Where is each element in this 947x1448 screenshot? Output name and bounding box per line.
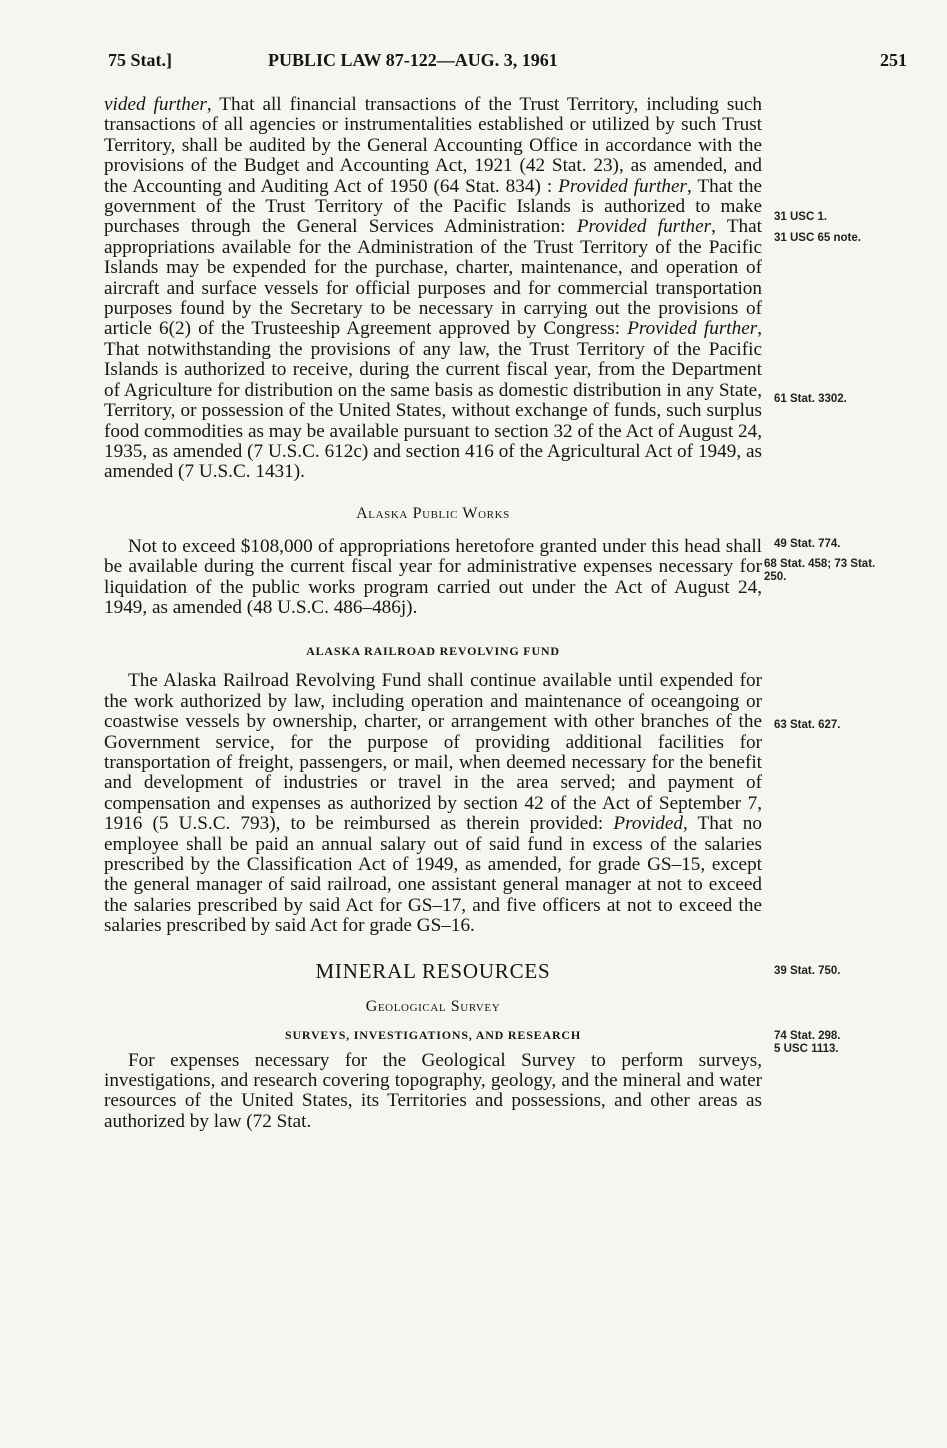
- paragraph-alaska-railroad: [104, 671, 762, 936]
- heading-geological-survey: Geological Survey: [365, 997, 501, 1015]
- margin-note: 68 Stat. 458; 73 Stat. 250.: [764, 558, 876, 583]
- heading-alaska-public-works: Alaska Public Works: [356, 504, 510, 522]
- proviso-italic: Provided further: [576, 216, 712, 238]
- heading-mineral-resources: MINERAL RESOURCES: [315, 958, 551, 983]
- proviso-italic: Provided further: [558, 175, 688, 197]
- proviso-italic: Provided further: [627, 318, 758, 340]
- proviso-italic: vided further: [104, 94, 207, 115]
- header-title: PUBLIC LAW 87-122—AUG. 3, 1961: [268, 50, 558, 70]
- margin-note: 61 Stat. 3302.: [774, 393, 847, 405]
- text-run: , That notwithstanding the provisions of any law, the Trust Territory of the Pacific Islands is authorized to receive, during the current fiscal year, from the Department of Agriculture for distribution on the same basis as domestic distribution in any State, Territory, or possession of the United States, without exchange of funds, such surplus food commodities as may be available pursuant to section 32 of the Act of August 24, 1935, as amended (7 U.S.C. 612c) and section 416 of the Agricultural Act of 1949, as amended (7 U.S.C. 1431).: [104, 318, 762, 483]
- text-run: , That all financial transactions of the Trust Territory, including such transactions of all agencies or instrumentalities established or utilized by such Trust Territory, shall be audited by the General Accounting Office in accordance with the provisions of the Budget and Accounting Act, 1921 (42 Stat. 23), as amended, and the Accounting and Auditing Act of 1950 (64 Stat. 834) :: [104, 94, 762, 197]
- text-run: The Alaska Railroad Revolving Fund shall continue available until expended for the work authorized by law, including operation and maintenance of oceangoing or coastwise vessels by ownership, charter, or arrangement with other branches of the Government service, for the purpose of providing additional facilities for transportation of freight, passengers, or mail, when deemed necessary for the benefit and development of industries or travel in the area served; and payment of compensation and expenses as authorized by section 42 of the Act of September 7, 1916 (5 U.S.C. 793), to be reimbursed as therein provided:: [104, 670, 762, 835]
- margin-note: 31 USC 1.: [774, 211, 828, 223]
- heading-alaska-railroad: ALASKA RAILROAD REVOLVING FUND: [306, 644, 560, 659]
- proviso-italic: Provided: [613, 813, 683, 835]
- margin-note: 49 Stat. 774.: [774, 538, 841, 550]
- text-run: , That no employee shall be paid an annual salary out of said fund in excess of the salaries prescribed by the Classification Act of 1949, as amended, for grade GS–15, except the general manager of said railroad, one assistant general manager at not to exceed the salaries prescribed by said Act for GS–17, and five officers at not to exceed the salaries prescribed by said Act for grade GS–16.: [104, 813, 762, 937]
- paragraph-alaska-public-works: Not to exceed $108,000 of appropriations heretofore granted under this head shall be available during the current fiscal year for administrative expenses necessary for liquidation of the public works program carried out under the Act of August 24, 1949, as amended (48 U.S.C. 486–486j).: [104, 535, 762, 618]
- paragraph-trust-territory: [104, 95, 762, 483]
- text-run: , That the government of the Trust Territory of the Pacific Islands is authorized to make purchases through the General Services Administration:: [104, 175, 762, 238]
- header-volume: 75 Stat.]: [108, 50, 172, 70]
- margin-note: 63 Stat. 627.: [774, 719, 841, 731]
- heading-surveys: SURVEYS, INVESTIGATIONS, AND RESEARCH: [284, 1027, 582, 1042]
- text-run: , That appropriations available for the Administration of the Trust Territory of the Pacific Islands may be expended for the purchase, charter, maintenance, and operation of aircraft and surface vessels for official purposes and for commercial transportation purposes found by the Secretary to be necessary in carrying out the provisions of article 6(2) of the Trusteeship Agreement approved by Congress:: [104, 216, 762, 340]
- margin-note: 74 Stat. 298.: [774, 1030, 841, 1042]
- margin-note: 31 USC 65 note.: [774, 232, 861, 244]
- page-number: 251: [880, 50, 907, 70]
- paragraph-geological-survey: For expenses necessary for the Geological Survey to perform surveys, investigations, and research covering topography, geology, and the mineral and water resources of the United States, its Territories and possessions, and other areas as authorized by law (72 Stat.: [104, 1049, 762, 1132]
- margin-note: 5 USC 1113.: [774, 1043, 839, 1055]
- body-text: [104, 95, 762, 1132]
- margin-note: 39 Stat. 750.: [774, 965, 841, 977]
